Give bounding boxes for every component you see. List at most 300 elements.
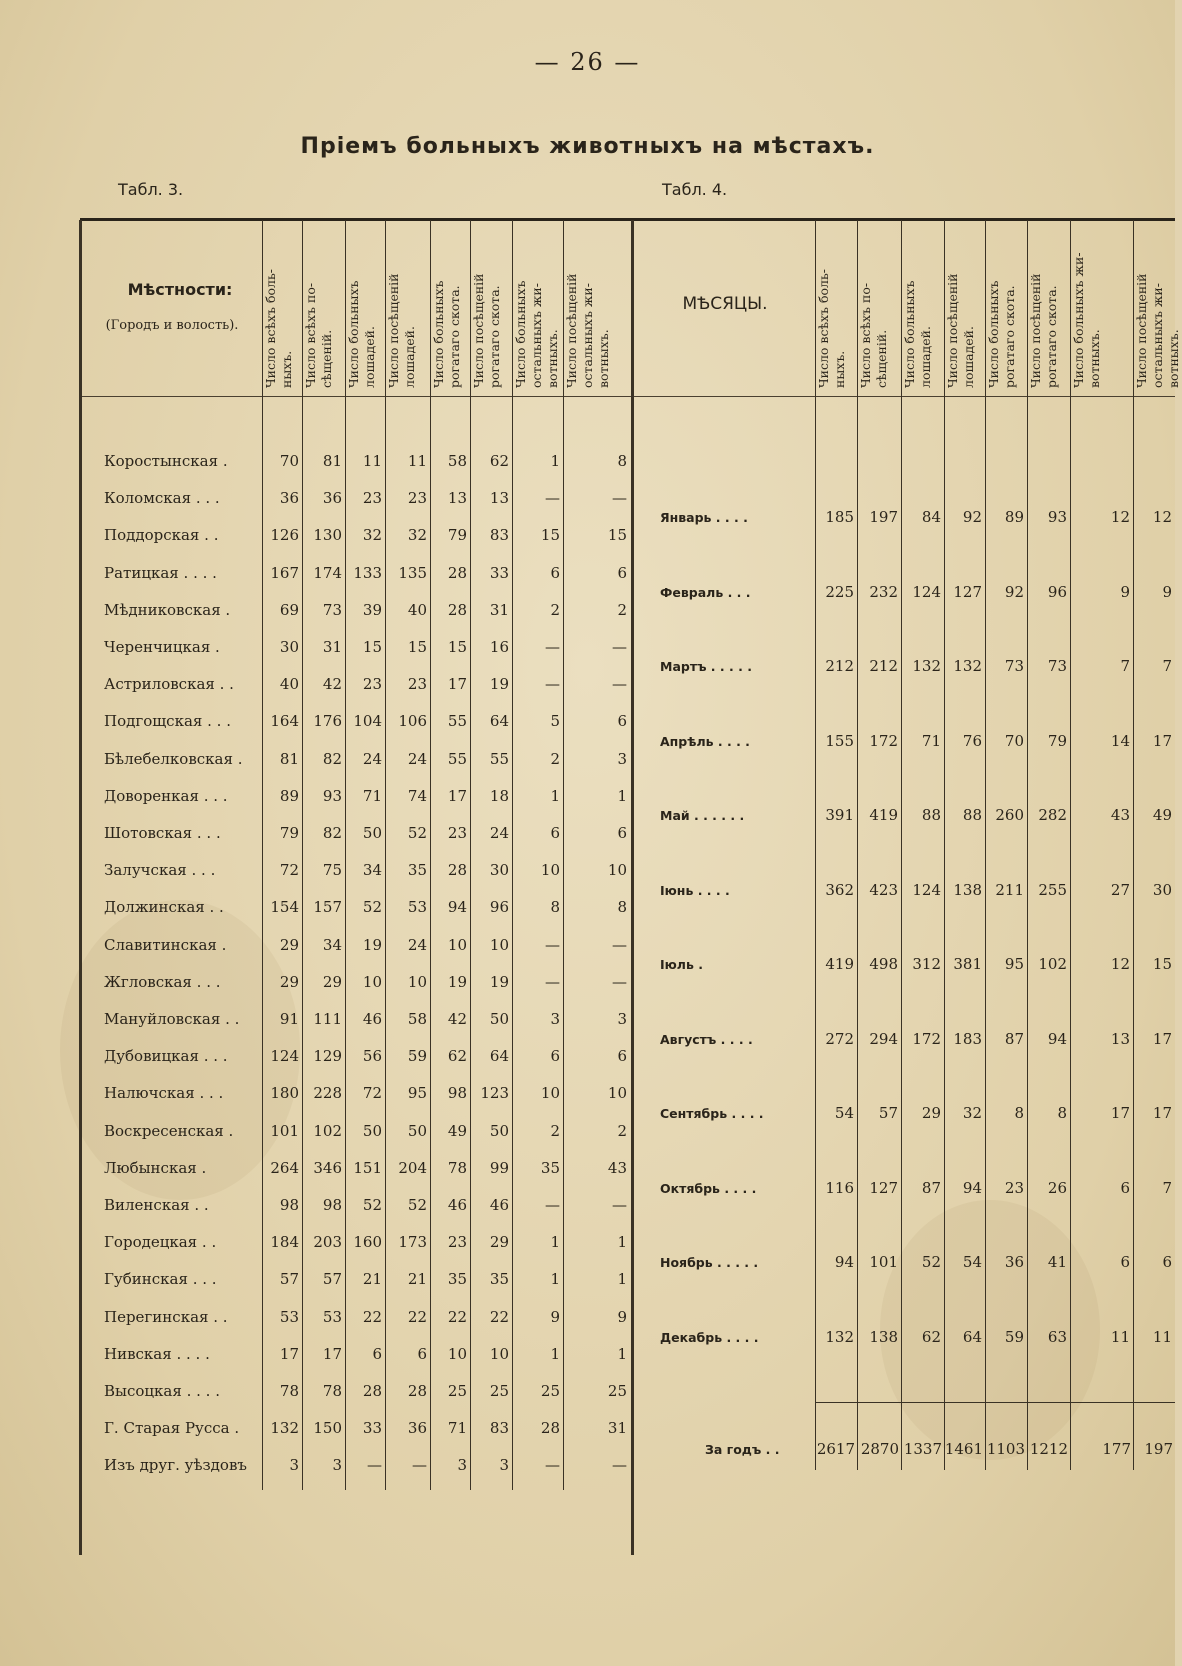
table3-cell: 57 <box>279 1270 299 1289</box>
table3-cell: 104 <box>353 712 382 731</box>
table3-cell: 23 <box>362 489 382 508</box>
table4-cell: 183 <box>953 1029 982 1048</box>
table3-cell: 36 <box>407 1419 427 1438</box>
table4-cell: 9 <box>1120 582 1130 601</box>
table4-cell: 12 <box>1110 508 1130 526</box>
table3-cell: 1 <box>550 1270 560 1289</box>
table4-row-label: Январь . . . . <box>660 510 748 525</box>
table3-row-label: Мѣдниковская . <box>104 600 231 619</box>
table3-cell: 1 <box>550 1233 560 1252</box>
table4-column-header: Число посѣщеній лошадей. <box>945 273 976 388</box>
table4-column-rule <box>901 220 902 1470</box>
table3-row-label: Коломская . . . <box>104 489 220 508</box>
table3-column-header: Число больныхъ остальныхъ жи- вотныхъ. <box>513 280 560 388</box>
table4-cell: 155 <box>825 731 854 750</box>
table4-row <box>0 1104 1175 1130</box>
table-middle-border <box>631 220 634 1555</box>
table3-cell: 83 <box>489 526 509 545</box>
table3-cell: — <box>612 1456 627 1475</box>
table3-cell: — <box>612 1196 627 1214</box>
table3-cell: 55 <box>447 712 467 731</box>
table3-row-label: Славитинская . <box>104 935 227 954</box>
table4-column-rule <box>985 220 986 1470</box>
table4-row <box>0 806 1175 832</box>
table3-row-label: Налючская . . . <box>104 1084 224 1103</box>
table3-cell: 28 <box>407 1382 427 1400</box>
table3-cell: 23 <box>362 675 382 694</box>
table3-cell: 135 <box>398 563 427 582</box>
table3-cell: 25 <box>540 1382 560 1400</box>
table4-row-label: Августъ . . . . <box>660 1031 753 1047</box>
table3-cell: 82 <box>322 749 342 768</box>
table3-cell: 59 <box>407 1047 427 1066</box>
table3-cell: 50 <box>489 1010 509 1028</box>
table3-column-header: Число посѣщеній лошадей. <box>386 273 417 388</box>
table3-cell: 10 <box>540 861 560 880</box>
table3-column-rule <box>385 220 386 1490</box>
table3-cell: 10 <box>489 935 509 954</box>
table3-cell: 72 <box>362 1084 382 1103</box>
table3-column-rule <box>262 220 263 1490</box>
table4-cell: 88 <box>921 806 941 824</box>
table3-cell: 46 <box>362 1010 382 1028</box>
table3-cell: 9 <box>550 1307 560 1326</box>
table3-row-label: Бѣлебелковская . <box>104 749 243 768</box>
table3-row-label: Изъ друг. уѣздовъ <box>104 1456 247 1475</box>
table4-cell: 312 <box>912 955 941 973</box>
table3-cell: 43 <box>607 1158 627 1177</box>
table4-cell: 212 <box>869 657 898 675</box>
table4-column-header: Число всѣхъ по- сѣщеній. <box>858 282 889 388</box>
table3-cell: 53 <box>279 1307 299 1326</box>
table3-cell: 23 <box>447 824 467 842</box>
table3-cell: 33 <box>489 563 509 582</box>
table4-cell: 27 <box>1110 880 1130 899</box>
table3-row-label: Нивская . . . . <box>104 1344 210 1363</box>
table3-cell: 1 <box>550 786 560 805</box>
table3-row-label: Перегинская . . <box>104 1307 228 1326</box>
table4-cell: 89 <box>1004 508 1024 526</box>
table4-row <box>0 1253 1175 1279</box>
table3-cell: 17 <box>447 675 467 694</box>
table4-column-rule <box>1133 220 1134 1470</box>
table3-cell: 19 <box>489 972 509 991</box>
table3-row-label: Черенчицкая . <box>104 638 220 656</box>
table3-cell: 74 <box>407 786 427 805</box>
table3-cell: 6 <box>617 1047 627 1066</box>
table3-cell: 8 <box>617 898 627 917</box>
table3-cell: 82 <box>322 824 342 842</box>
table3-cell: 30 <box>279 638 299 656</box>
table3-cell: 29 <box>322 972 342 991</box>
table3-column-rule <box>512 220 513 1490</box>
table3-cell: 91 <box>279 1010 299 1028</box>
table3-cell: — <box>612 489 627 508</box>
table3-cell: 21 <box>362 1270 382 1289</box>
table4-cell: 49 <box>1152 806 1172 824</box>
table4-cell: 124 <box>912 880 941 899</box>
table4-cell: 101 <box>869 1253 898 1271</box>
table3-row-label: Губинская . . . <box>104 1270 217 1289</box>
table3-cell: 24 <box>407 749 427 768</box>
table3-cell: 154 <box>270 898 299 917</box>
table3-column-header: Число всѣхъ боль- ныхъ. <box>263 268 294 388</box>
table3-cell: — <box>545 1196 560 1214</box>
table4-total-cell: 197 <box>1144 1440 1173 1458</box>
table3-cell: 28 <box>362 1382 382 1400</box>
table4-row-label: Сентябрь . . . . <box>660 1106 764 1121</box>
table3-cell: 130 <box>313 526 342 545</box>
table3-row-label: Воскресенская . <box>104 1121 234 1140</box>
table3-cell: 6 <box>372 1344 382 1363</box>
table4-cell: 96 <box>1047 582 1067 601</box>
table3-cell: 28 <box>447 600 467 619</box>
table4-cell: 7 <box>1162 1178 1172 1197</box>
header-rule <box>80 396 1175 397</box>
table3-cell: 184 <box>270 1233 299 1252</box>
table3-cell: 3 <box>617 749 627 768</box>
table3-cell: 17 <box>322 1344 342 1363</box>
table3-cell: 31 <box>607 1419 627 1438</box>
table3-cell: 129 <box>313 1047 342 1066</box>
table4-cell: 272 <box>825 1029 854 1048</box>
table3-cell: 6 <box>550 1047 560 1066</box>
table3-cell: 35 <box>489 1270 509 1289</box>
table3-cell: 22 <box>362 1307 382 1326</box>
table3-cell: 93 <box>322 786 342 805</box>
table3-cell: 46 <box>447 1196 467 1214</box>
table4-cell: 419 <box>825 955 854 973</box>
table4-row-label: Апрѣль . . . . <box>660 733 750 749</box>
table3-cell: 62 <box>489 452 509 470</box>
table4-cell: 391 <box>825 806 854 824</box>
table3-cell: 29 <box>489 1233 509 1252</box>
table3-cell: 102 <box>313 1121 342 1140</box>
table3-column-header: Число всѣхъ по- сѣщеній. <box>303 282 334 388</box>
table3-cell: 3 <box>332 1456 342 1475</box>
table3-cell: 69 <box>279 600 299 619</box>
table4-cell: 132 <box>912 657 941 675</box>
table3-cell: — <box>545 638 560 656</box>
table3-cell: 40 <box>279 675 299 694</box>
table4-cell: 62 <box>921 1327 941 1346</box>
table4-total-cell: 2870 <box>860 1440 899 1458</box>
table3-column-rule <box>345 220 346 1490</box>
table4-cell: 127 <box>953 582 982 601</box>
table4-column-header: Число больныхъ лошадей. <box>902 280 933 388</box>
table4-total-cell: 1461 <box>944 1440 983 1458</box>
table3-row <box>0 452 640 478</box>
table3-cell: 49 <box>447 1121 467 1140</box>
table4-row-label: Іюль . <box>660 957 703 972</box>
table4-cell: 132 <box>825 1327 854 1346</box>
table3-cell: 204 <box>398 1158 427 1177</box>
table3-cell: 30 <box>489 861 509 880</box>
table3-cell: 36 <box>279 489 299 508</box>
table3-row-label: Поддорская . . <box>104 526 219 545</box>
table3-row-label: Виленская . . <box>104 1196 209 1214</box>
table3-column-header: Число посѣщеній остальныхъ жи- вотныхъ. <box>564 273 611 388</box>
table3-row-label: Подгощская . . . <box>104 712 231 731</box>
table3-cell: — <box>545 489 560 508</box>
table4-cell: 23 <box>1004 1178 1024 1197</box>
table3-cell: 15 <box>607 526 627 545</box>
table4-total-cell: 1103 <box>986 1440 1025 1458</box>
table3-row-label: Астриловская . . <box>104 675 234 694</box>
table4-row <box>0 881 1175 907</box>
table4-row <box>0 955 1175 981</box>
table3-cell: 35 <box>447 1270 467 1289</box>
table4-cell: 15 <box>1152 955 1172 973</box>
table3-cell: 57 <box>322 1270 342 1289</box>
table3-cell: 151 <box>353 1158 382 1177</box>
table3-row <box>0 1382 640 1408</box>
table3-cell: 35 <box>540 1158 560 1177</box>
table4-cell: 63 <box>1047 1327 1067 1346</box>
table3-cell: 3 <box>457 1456 467 1475</box>
table4-cell: 419 <box>869 806 898 824</box>
page-title: Пріемъ больныхъ животныхъ на мѣстахъ. <box>300 134 875 159</box>
table3-cell: 160 <box>353 1233 382 1252</box>
table4-column-header: Число посѣщеній рогатаго скота. <box>1028 273 1059 388</box>
table4-cell: 6 <box>1120 1253 1130 1271</box>
table4-cell: 12 <box>1110 955 1130 973</box>
table3-cell: 228 <box>313 1084 342 1103</box>
table4-cell: 381 <box>953 955 982 973</box>
table3-column-header: Число больныхъ рогатаго скота. <box>431 280 462 388</box>
table3-row-label: Мануйловская . . <box>104 1010 240 1028</box>
table4-column-rule <box>944 220 945 1470</box>
table4-cell: 11 <box>1110 1327 1130 1346</box>
table4-column-header: Число больныхъ жи- вотныхъ. <box>1071 252 1102 388</box>
table4-cell: 172 <box>869 731 898 750</box>
table3-column-header: Число посѣщеній рогатаго скота. <box>471 273 502 388</box>
table4-cell: 7 <box>1120 657 1130 675</box>
table4-row <box>0 1030 1175 1056</box>
table3-cell: 10 <box>489 1344 509 1363</box>
table3-cell: 52 <box>362 898 382 917</box>
table3-cell: 79 <box>447 526 467 545</box>
table3-row-label: Высоцкая . . . . <box>104 1382 220 1400</box>
table4-cell: 76 <box>962 731 982 750</box>
table3-cell: 203 <box>313 1233 342 1252</box>
table4-cell: 17 <box>1152 1104 1172 1122</box>
table4-cell: 54 <box>962 1253 982 1271</box>
table3-cell: 17 <box>447 786 467 805</box>
table3-cell: — <box>545 972 560 991</box>
table3-column-rule <box>302 220 303 1490</box>
table4-cell: 102 <box>1038 955 1067 973</box>
table3-cell: 1 <box>617 1233 627 1252</box>
table4-cell: 185 <box>825 508 854 526</box>
table3-header-sub: (Городъ и волость). <box>105 318 239 333</box>
table4-cell: 197 <box>869 508 898 526</box>
table3-cell: 16 <box>489 638 509 656</box>
table3-cell: 32 <box>407 526 427 545</box>
table4-total-label: За годъ . . <box>705 1442 780 1457</box>
table3-cell: — <box>412 1456 427 1475</box>
table4-cell: 124 <box>912 582 941 601</box>
table3-column-header: Число больныхъ лошадей. <box>346 280 377 388</box>
table3-row-label: Должинская . . <box>104 898 224 917</box>
table-top-rule <box>80 218 1175 221</box>
table3-cell: 39 <box>362 600 382 619</box>
table3-cell: 73 <box>322 600 342 619</box>
table3-row-label: Г. Старая Русса . <box>104 1419 240 1438</box>
table3-cell: 346 <box>313 1158 342 1177</box>
table3-cell: 9 <box>617 1307 627 1326</box>
table3-cell: 124 <box>270 1047 299 1066</box>
table3-row-label: Городецкая . . <box>104 1233 217 1252</box>
table4-cell: 127 <box>869 1178 898 1197</box>
table4-row-label: Октябрь . . . . <box>660 1180 757 1196</box>
table3-cell: 15 <box>540 526 560 545</box>
table4-cell: 17 <box>1152 731 1172 750</box>
table4-cell: 6 <box>1120 1178 1130 1197</box>
table4-cell: 87 <box>921 1178 941 1197</box>
table4-cell: 92 <box>1004 582 1024 601</box>
table3-cell: 2 <box>550 1121 560 1140</box>
table3-cell: 53 <box>322 1307 342 1326</box>
table3-cell: 11 <box>362 452 382 470</box>
table4-cell: 94 <box>834 1253 854 1271</box>
table4-cell: 92 <box>962 508 982 526</box>
table4-cell: 294 <box>869 1029 898 1048</box>
table4-total-cell: 1212 <box>1029 1440 1068 1458</box>
table3-cell: 55 <box>489 749 509 768</box>
table3-cell: 3 <box>289 1456 299 1475</box>
table4-row-label: Ноябрь . . . . . <box>660 1255 759 1270</box>
table4-row <box>0 583 1175 609</box>
table3-cell: — <box>612 638 627 656</box>
table3-cell: 98 <box>322 1196 342 1214</box>
table3-cell: 101 <box>270 1121 299 1140</box>
table3-cell: 25 <box>447 1382 467 1400</box>
table3-cell: 126 <box>270 526 299 545</box>
table3-row-label: Ратицкая . . . . <box>104 563 217 582</box>
table4-column-header: Число посѣщеній остальныхъ жи- вотныхъ. <box>1134 273 1181 388</box>
table3-cell: 6 <box>417 1344 427 1363</box>
table4-cell: 32 <box>962 1104 982 1122</box>
table3-cell: 50 <box>362 1121 382 1140</box>
table4-cell: 84 <box>921 508 941 526</box>
table4-cell: 260 <box>995 806 1024 824</box>
table3-cell: 64 <box>489 712 509 731</box>
table4-cell: 225 <box>825 582 854 601</box>
table3-cell: — <box>367 1456 382 1475</box>
table3-cell: — <box>545 1456 560 1475</box>
table4-column-rule <box>1027 220 1028 1470</box>
table3-cell: 78 <box>279 1382 299 1400</box>
table4-cell: 73 <box>1047 657 1067 675</box>
table4-cell: 6 <box>1162 1253 1172 1271</box>
table3-cell: 15 <box>447 638 467 656</box>
table3-cell: 6 <box>550 824 560 842</box>
table3-cell: 174 <box>313 563 342 582</box>
table3-cell: 81 <box>279 749 299 768</box>
table3-cell: — <box>545 935 560 954</box>
table3-cell: 28 <box>447 563 467 582</box>
table3-cell: 52 <box>407 1196 427 1214</box>
table3-cell: 21 <box>407 1270 427 1289</box>
table3-cell: 19 <box>489 675 509 694</box>
table3-row-label: Коростынская . <box>104 452 228 470</box>
table3-cell: 25 <box>607 1382 627 1400</box>
table3-cell: 264 <box>270 1158 299 1177</box>
table3-cell: 62 <box>447 1047 467 1066</box>
table4-cell: 116 <box>825 1178 854 1197</box>
table4-cell: 59 <box>1004 1327 1024 1346</box>
table4-cell: 94 <box>1047 1029 1067 1048</box>
table3-cell: 29 <box>279 935 299 954</box>
table3-cell: 42 <box>322 675 342 694</box>
table3-cell: 1 <box>617 786 627 805</box>
table4-column-header: Число всѣхъ боль- ныхъ. <box>816 268 847 388</box>
table3-cell: 22 <box>489 1307 509 1326</box>
table3-column-rule <box>430 220 431 1490</box>
table3-cell: 50 <box>362 824 382 842</box>
table3-cell: — <box>612 935 627 954</box>
table4-cell: 26 <box>1047 1178 1067 1197</box>
table3-cell: 173 <box>398 1233 427 1252</box>
table4-cell: 11 <box>1152 1327 1172 1346</box>
table3-cell: 123 <box>480 1084 509 1103</box>
table3-cell: 58 <box>407 1010 427 1028</box>
table3-cell: 99 <box>489 1158 509 1177</box>
table4-cell: 8 <box>1057 1104 1067 1122</box>
table3-cell: 164 <box>270 712 299 731</box>
table3-cell: 10 <box>362 972 382 991</box>
table3-cell: 50 <box>407 1121 427 1140</box>
table3-cell: 35 <box>407 861 427 880</box>
table3-cell: 2 <box>617 600 627 619</box>
table3-cell: 10 <box>607 861 627 880</box>
table3-cell: 19 <box>447 972 467 991</box>
table3-cell: 8 <box>550 898 560 917</box>
table3-cell: 15 <box>407 638 427 656</box>
table3-cell: 10 <box>447 1344 467 1363</box>
table3-cell: 24 <box>489 824 509 842</box>
table4-row-label: Февраль . . . <box>660 584 751 600</box>
table3-cell: 98 <box>447 1084 467 1103</box>
table3-cell: 2 <box>550 600 560 619</box>
table3-cell: 6 <box>617 712 627 731</box>
table3-cell: 157 <box>313 898 342 917</box>
table3-cell: 5 <box>550 712 560 731</box>
table4-cell: 43 <box>1110 806 1130 824</box>
table3-cell: 94 <box>447 898 467 917</box>
table3-cell: 1 <box>617 1344 627 1363</box>
table3-cell: 10 <box>607 1084 627 1103</box>
table4-cell: 7 <box>1162 657 1172 675</box>
table4-total-rule <box>815 1402 1175 1403</box>
table3-cell: 95 <box>407 1084 427 1103</box>
table4-row <box>0 657 1175 683</box>
table3-cell: 8 <box>617 452 627 470</box>
table3-column-rule <box>563 220 564 1490</box>
table4-cell: 41 <box>1047 1253 1067 1271</box>
table4-cell: 29 <box>921 1104 941 1122</box>
table3-cell: 70 <box>279 452 299 470</box>
table3-cell: 3 <box>550 1010 560 1028</box>
table3-cell: 78 <box>322 1382 342 1400</box>
table3-cell: 83 <box>489 1419 509 1438</box>
table4-cell: 93 <box>1047 508 1067 526</box>
table3-cell: 2 <box>617 1121 627 1140</box>
table3-cell: 10 <box>540 1084 560 1103</box>
table4-cell: 36 <box>1004 1253 1024 1271</box>
table4-column-header: Число больныхъ рогатаго скота. <box>986 280 1017 388</box>
